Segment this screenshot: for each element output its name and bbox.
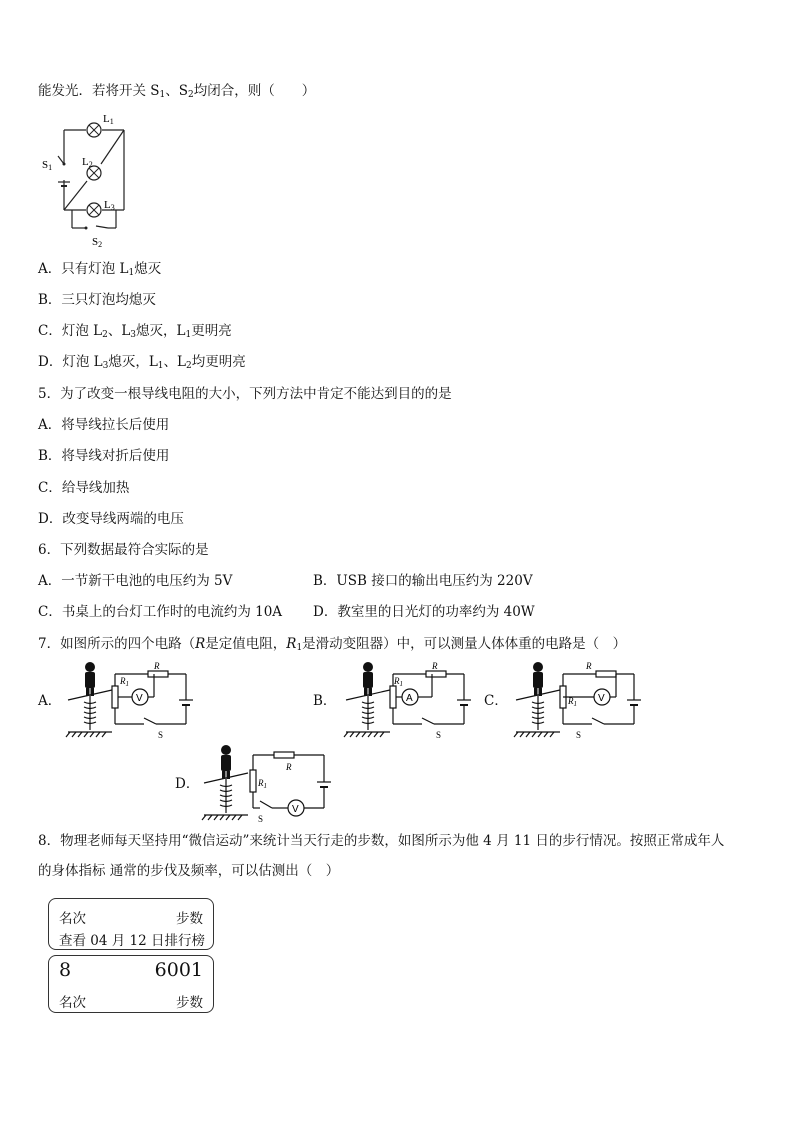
q5-option-b[interactable]: B．将导线对折后使用 [38,448,170,464]
svg-text:R: R [154,661,160,671]
q4-option-c[interactable]: C．灯泡 $L_2$、$L_3$熄灭，$L_1$更明亮 [38,323,232,340]
svg-text:S: S [258,814,264,824]
wechat-steps-card-top [48,898,214,950]
svg-text:S1: S1 [42,159,53,172]
steps-value: 6001 [154,959,203,981]
q7-option-b-label[interactable]: B． [313,693,337,709]
q6-option-d[interactable]: D．教室里的日光灯的功率约为 40W [313,604,535,620]
rank-header: 名次 [59,911,86,927]
q5-option-a[interactable]: A．将导线拉长后使用 [38,417,170,433]
svg-text:A: A [406,693,413,704]
person-icon [85,662,95,696]
rank-label: 名次 [59,995,86,1011]
steps-label: 步数 [176,995,203,1011]
svg-text:R: R [432,661,438,671]
rank-value: 8 [59,959,72,981]
q7-stem: 7．如图所示的四个电路（R是定值电阻，$R_1$是滑动变阻器）中，可以测量人体体重的电路是（ ） [38,636,627,653]
q8-stem-line1: 8．物理老师每天坚持用“微信运动”来统计当天行走的步数，如图所示为他 4 月 11 日的步行情况。按照正常成年人 [38,833,725,849]
q4-option-a[interactable]: A．只有灯泡 $L_1$熄灭 [38,261,162,278]
q7-option-a-label[interactable]: A． [38,693,62,709]
q6-stem: 6．下列数据最符合实际的是 [38,542,209,558]
view-ranking-link[interactable]: 查看 04 月 12 日排行榜 [59,933,206,949]
svg-text:V: V [598,693,605,704]
svg-text:S: S [576,730,582,740]
svg-text:R1: $R_1$ [394,676,403,688]
svg-text:R1: $R_1$ [568,696,577,708]
q7-circuit-c [510,660,645,740]
svg-text:S: S [436,730,442,740]
person-icon [363,662,373,696]
q5-option-c[interactable]: C．给导线加热 [38,480,130,496]
svg-text:V: V [292,804,299,815]
q5-stem: 5．为了改变一根导线电阻的大小，下列方法中肯定不能达到目的的是 [38,386,452,402]
q7-circuit-d [198,740,343,825]
svg-text:L3: L3 [104,199,115,212]
person-icon [221,745,231,779]
svg-text:R1: $R_1$ [120,676,129,688]
q7-option-c-label[interactable]: C． [484,693,508,709]
svg-text:R: R [286,762,292,772]
person-icon [533,662,543,696]
q6-option-c[interactable]: C．书桌上的台灯工作时的电流约为 10A [38,604,283,620]
svg-text:S2: S2 [92,236,103,249]
q4-stem: 能发光．若将开关 $S_1$、$S_2$均闭合，则（ ） [38,83,316,100]
q4-option-b[interactable]: B．三只灯泡均熄灭 [38,292,156,308]
svg-text:L2: L2 [82,156,93,169]
q7-circuit-a [62,660,197,740]
q4-circuit-diagram [36,110,136,250]
steps-header: 步数 [176,911,203,927]
q7-circuit-b [340,660,475,740]
svg-text:R1: $R_1$ [258,778,267,790]
q6-option-b[interactable]: B．USB 接口的输出电压约为 220V [313,573,533,589]
svg-text:L1: L1 [103,113,114,126]
q4-option-d[interactable]: D．灯泡 $L_3$熄灭，$L_1$、$L_2$均更明亮 [38,354,246,371]
q5-option-d[interactable]: D．改变导线两端的电压 [38,511,184,527]
svg-text:S: S [158,730,164,740]
q8-stem-line2: 的身体指标 通常的步伐及频率，可以估测出（ ） [38,863,340,879]
svg-text:R: R [586,661,592,671]
q6-option-a[interactable]: A．一节新干电池的电压约为 5V [38,573,233,589]
q7-option-d-label[interactable]: D． [175,776,200,792]
wechat-steps-card-bottom [48,955,214,1013]
svg-text:V: V [136,693,143,704]
